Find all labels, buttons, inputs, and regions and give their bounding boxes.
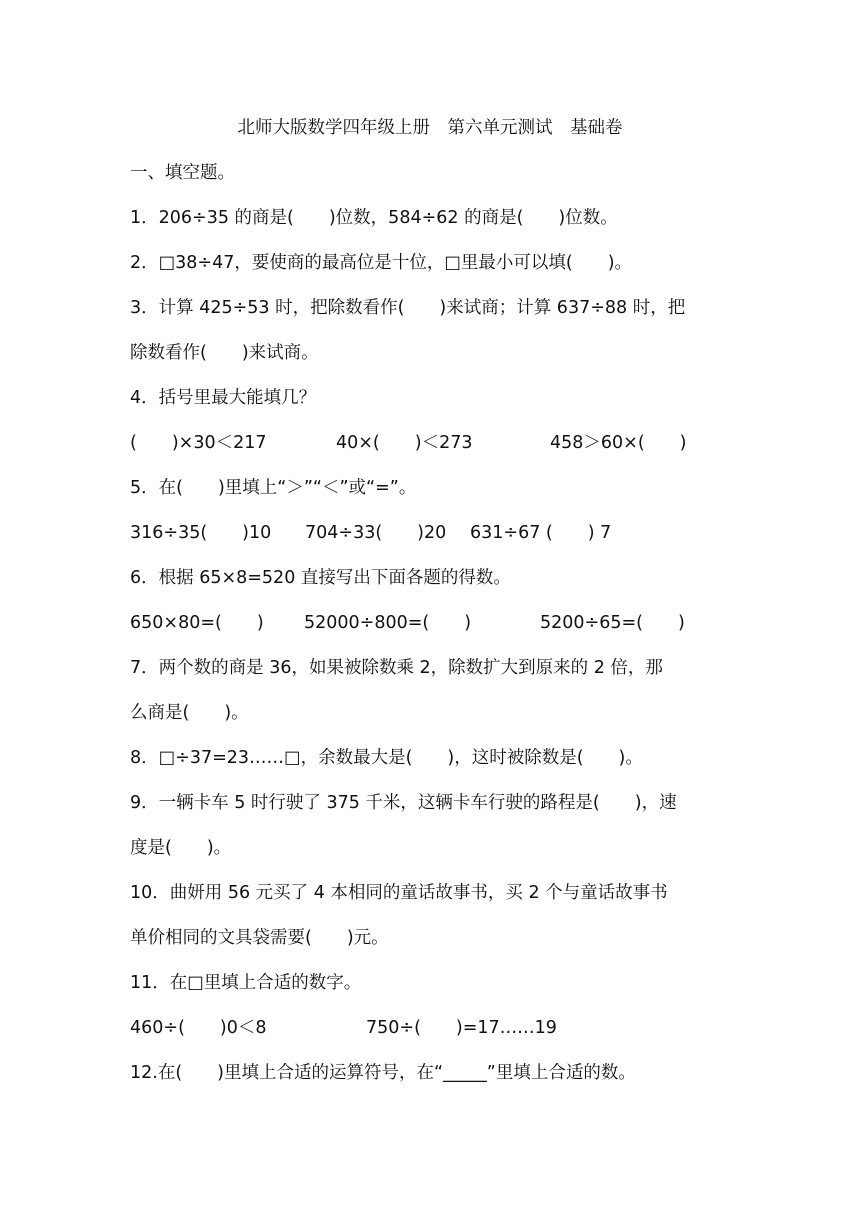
question-5-item-2: 704÷33( )20 bbox=[305, 523, 447, 543]
question-6-item-2: 52000÷800=( ) bbox=[304, 613, 472, 633]
question-10-line-1: 10．曲妍用 56 元买了 4 本相同的童话故事书，买 2 个与童话故事书 bbox=[130, 883, 668, 903]
question-9-line-1: 9．一辆卡车 5 时行驶了 375 千米，这辆卡车行驶的路程是( )，速 bbox=[130, 793, 677, 813]
question-11-item-2: 750÷( )=17……19 bbox=[366, 1018, 557, 1038]
question-4-item-1: ( )×30＜217 bbox=[130, 433, 267, 453]
question-4-item-3: 458＞60×( ) bbox=[550, 433, 687, 453]
question-3-line-1: 3．计算 425÷53 时，把除数看作( )来试商；计算 637÷88 时，把 bbox=[130, 298, 686, 318]
question-7-line-1: 7．两个数的商是 36，如果被除数乘 2，除数扩大到原来的 2 倍，那 bbox=[130, 658, 663, 678]
question-5-item-3: 631÷67 ( ) 7 bbox=[470, 523, 612, 543]
question-1: 1．206÷35 的商是( )位数，584÷62 的商是( )位数。 bbox=[130, 208, 618, 228]
question-6: 6．根据 65×8=520 直接写出下面各题的得数。 bbox=[130, 568, 511, 588]
question-11-item-1: 460÷( )0＜8 bbox=[130, 1018, 267, 1038]
question-5-item-1: 316÷35( )10 bbox=[130, 523, 272, 543]
question-11: 11．在□里填上合适的数字。 bbox=[130, 973, 362, 993]
question-2: 2．□38÷47，要使商的最高位是十位，□里最小可以填( )。 bbox=[130, 253, 633, 273]
section-heading: 一、填空题。 bbox=[130, 163, 235, 183]
question-6-item-3: 5200÷65=( ) bbox=[540, 613, 685, 633]
question-10-line-2: 单价相同的文具袋需要( )元。 bbox=[130, 928, 389, 948]
question-7-line-2: 么商是( )。 bbox=[130, 703, 249, 723]
question-9-line-2: 度是( )。 bbox=[130, 838, 232, 858]
question-5: 5．在( )里填上“＞”“＜”或“=”。 bbox=[130, 478, 417, 498]
question-12: 12.在( )里填上合适的运算符号，在“_____”里填上合适的数。 bbox=[130, 1063, 636, 1083]
question-6-item-1: 650×80=( ) bbox=[130, 613, 264, 633]
question-3-line-2: 除数看作( )来试商。 bbox=[130, 343, 319, 363]
question-4-item-2: 40×( )＜273 bbox=[336, 433, 473, 453]
page-title: 北师大版数学四年级上册 第六单元测试 基础卷 bbox=[237, 118, 623, 138]
question-4: 4．括号里最大能填几？ bbox=[130, 388, 317, 408]
question-8: 8．□÷37=23……□，余数最大是( )，这时被除数是( )。 bbox=[130, 748, 643, 768]
